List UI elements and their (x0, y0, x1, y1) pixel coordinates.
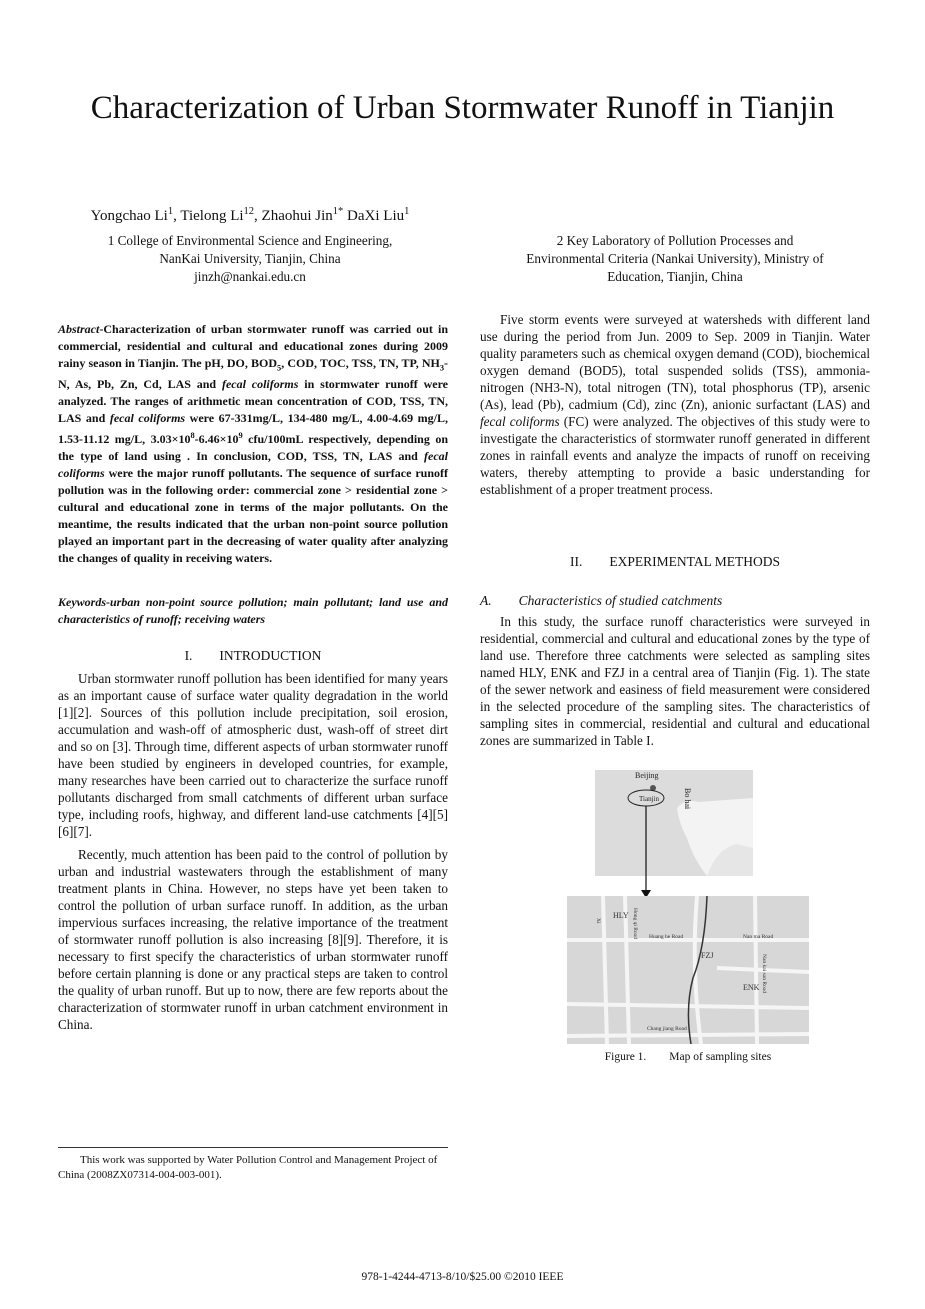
intro-paragraph-2: Recently, much attention has been paid to the control of pollution by urban and industrial wastewaters through the establishment of many treatment plants in China. However, no steps have yet been taken to control the pollution of urban surface runoff. In addition, as the urban impervious surfaces increasing, the relative importance of the treatment of stormwater runoff pollution is also increasing [8][9]. Therefore, it is necessary to first specify the characteristics of urban stormwater runoff before certain planning is done or any practical steps are taken to control the quality of urban runoff. But up to now, there are few reports about the characterization of stormwater runoff in urban catchment environment in China. (58, 847, 448, 1032)
map-label-beijing: Beijing (635, 771, 659, 780)
figure-1-map (567, 768, 809, 1048)
methods-paragraph-1: In this study, the surface runoff characteristics were surveyed in residential, commercial and cultural and educational zones by the type of land use. Therefore three catchments were selected as sampling sites named HLY, ENK and FZJ in a central area of Tianjin (Fig. 1). The state of the sewer network and easiness of field measurement were considered in the selected procedure of the sampling sites. The characteristics of sampling sites in commercial, residential and cultural and educational zones are summarized in Table I. (480, 614, 870, 748)
affiliation-2: 2 Key Laboratory of Pollution Processes and Environmental Criteria (Nankai University), Ministry of Education, Tianjin, China (526, 233, 824, 284)
map-label-fzj: FZJ (701, 951, 714, 960)
keywords: Keywords-urban non-point source pollution; main pollutant; land use and characteristics of runoff; receiving waters (58, 595, 448, 626)
map-label-bohai: Bo hai (683, 788, 692, 810)
author-list: Yongchao Li$^1$, Tielong Li$^{12}$, Zhaohui Jin$^{1*}$ DaXi Liu$^1$ (90, 206, 410, 224)
map-label-enk: ENK (743, 983, 760, 992)
subsection-heading-catchments: A. Characteristics of studied catchments (480, 593, 723, 608)
introduction-body (58, 670, 448, 1039)
abstract: Abstract-Characterization of urban stormwater runoff was carried out in commercial, residential and cultural and educational zones during 2009 rainy season in Tianjin. The pH, DO, $BOD_5$, COD, TOC, TSS, TN, TP, $NH_3-N$, As, Pb, Zn, Cd, LAS and fecal coliforms in stormwater runoff were analyzed. The ranges of arithmetic mean concentration of COD, TSS, TN, LAS and fecal coliforms were 67-331mg/L, 134-480 mg/L, 4.00-4.69 mg/L, 1.53-11.12 mg/L, $3.03\times 10^8-6.46\times 10^9$ cfu/100mL respectively, depending on the type of land using . In conclusion, COD, TSS, TN, LAS and fecal coliforms were the major runoff pollutants. The sequence of surface runoff pollution was in the following order: commercial zone > residential zone > cultural and educational zone in terms of the major pollutants. On the meantime, the results indicated that the urban non-point source pollution played an important part in the decreasing of water quality after analyzing the changes of quality in receiving waters. (58, 322, 449, 566)
section-heading-methods: II. EXPERIMENTAL METHODS (570, 554, 780, 569)
intro-paragraph-1: Urban stormwater runoff pollution has been identified for many years as an important cause of surface water quality degradation in the world [1][2]. Sources of this pollution include precipitation, soil erosion, accumulation and wash-off of atmospheric dust, wash-off of street dirt and so on [3]. Through time, different aspects of urban stormwater runoff have been studied by engineers in developed countries, for example, many researches have been carried out to characterize the surface runoff pollutants discharged from small catchments of different urban surface type, including roofs, highway, and different land-use catchments [4][5][6][7]. (58, 671, 448, 839)
affiliation-1: 1 College of Environmental Science and Engineering, NanKai University, Tianjin, China jinzh@nankai.edu.cn (107, 233, 393, 284)
right-column-body (480, 311, 870, 504)
road-label-changjiang: Chang jiang Road (647, 1026, 687, 1032)
road-label-xi: Xi (595, 918, 601, 924)
funding-footnote: This work was supported by Water Pollution Control and Management Project of China (2008ZX07314-004-003-001). (58, 1154, 438, 1181)
road-label-nanma: Nan ma Road (743, 934, 774, 940)
road-label-nankaisan: Nan kai san Road (761, 954, 767, 993)
road-label-huanghe: Huang he Road (649, 934, 684, 940)
road-label-hongqi: Hong qi Road (632, 908, 638, 939)
map-label-hly: HLY (613, 911, 629, 920)
footnote-divider (58, 1147, 448, 1148)
figure-1-caption: Figure 1. Map of sampling sites (604, 1051, 772, 1063)
paper-title: Characterization of Urban Stormwater Runoff in Tianjin (90, 90, 835, 126)
map-graphic (567, 768, 809, 1048)
section-heading-introduction: I. INTRODUCTION (184, 648, 322, 663)
methods-body (480, 586, 870, 755)
right-paragraph-1: Five storm events were surveyed at watersheds with different land use during the period from Jun. 2009 to Sep. 2009 in Tianjin. Water quality parameters such as chemical oxygen demand (COD), biochemical oxygen demand (BOD5), total suspended solids (TSS), ammonia-nitrogen (NH3-N), total nitrogen (TN), total phosphorus (TP), arsenic (As), lead (Pb), cadmium (Cd), zinc (Zn), anionic surfactant (LAS) and fecal coliforms (FC) were analyzed. The objectives of this study were to investigate the characteristics of stormwater runoff generated in different zones in rainfall events and analyze the impacts of runoff on receiving waters, thereby attempting to provide a basic understanding for establishment of a proper treatment process. (480, 312, 871, 497)
page-footer-isbn: 978-1-4244-4713-8/10/$25.00 ©2010 IEEE (361, 1271, 564, 1283)
map-label-tianjin: Tianjin (639, 795, 659, 803)
